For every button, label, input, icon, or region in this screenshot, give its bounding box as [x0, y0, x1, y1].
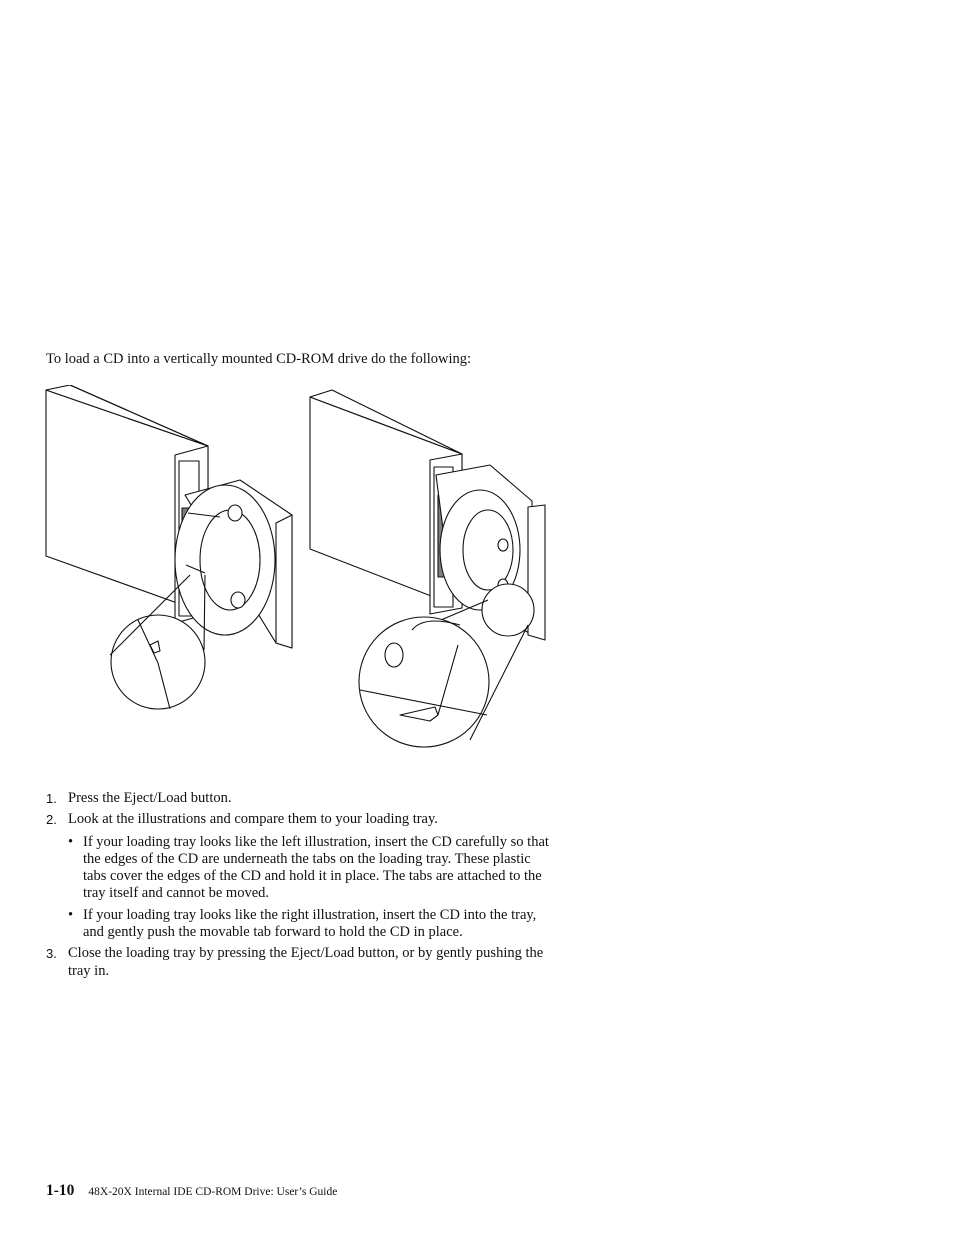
bullet-mark: • — [68, 833, 74, 850]
step-number: 1. — [46, 791, 57, 806]
page-number: 1-10 — [46, 1182, 75, 1199]
bullet-text: If your loading tray looks like the right illustration, insert the CD into the tray, and gently push the movable tab forward to hold the CD in place. — [83, 906, 537, 941]
right-drive-illustration — [310, 390, 545, 747]
document-title: 48X-20X Internal IDE CD-ROM Drive: User’s Guide — [88, 1186, 338, 1198]
step-1 — [46, 790, 556, 807]
step-2-bullets — [68, 834, 556, 942]
bullet-text: If your loading tray looks like the left illustration, insert the CD carefully so that the edges of the CD are underneath the tabs on the loading tray. These plastic tabs cover the edges of the CD and hold it in place. The tabs are attached to the tray itself and cannot be moved. — [83, 833, 549, 902]
step-number: 3. — [46, 946, 57, 962]
bullet-item — [68, 907, 556, 942]
page-footer — [46, 1182, 337, 1200]
step-number: 2. — [46, 812, 57, 828]
cd-loading-illustration — [40, 385, 560, 755]
left-drive-illustration — [46, 385, 292, 709]
step-text: Look at the illustrations and compare them to your loading tray. — [68, 811, 438, 828]
step-2 — [46, 811, 556, 941]
intro-paragraph: To load a CD into a vertically mounted CD-ROM drive do the following: — [46, 351, 472, 367]
step-text: Close the loading tray by pressing the Eject/Load button, or by gently pushing the tray in. — [68, 945, 544, 979]
instruction-steps — [46, 790, 556, 984]
bullet-mark: • — [68, 906, 74, 923]
step-text: Press the Eject/Load button. — [68, 790, 232, 806]
step-3 — [46, 945, 556, 980]
bullet-item — [68, 834, 556, 903]
